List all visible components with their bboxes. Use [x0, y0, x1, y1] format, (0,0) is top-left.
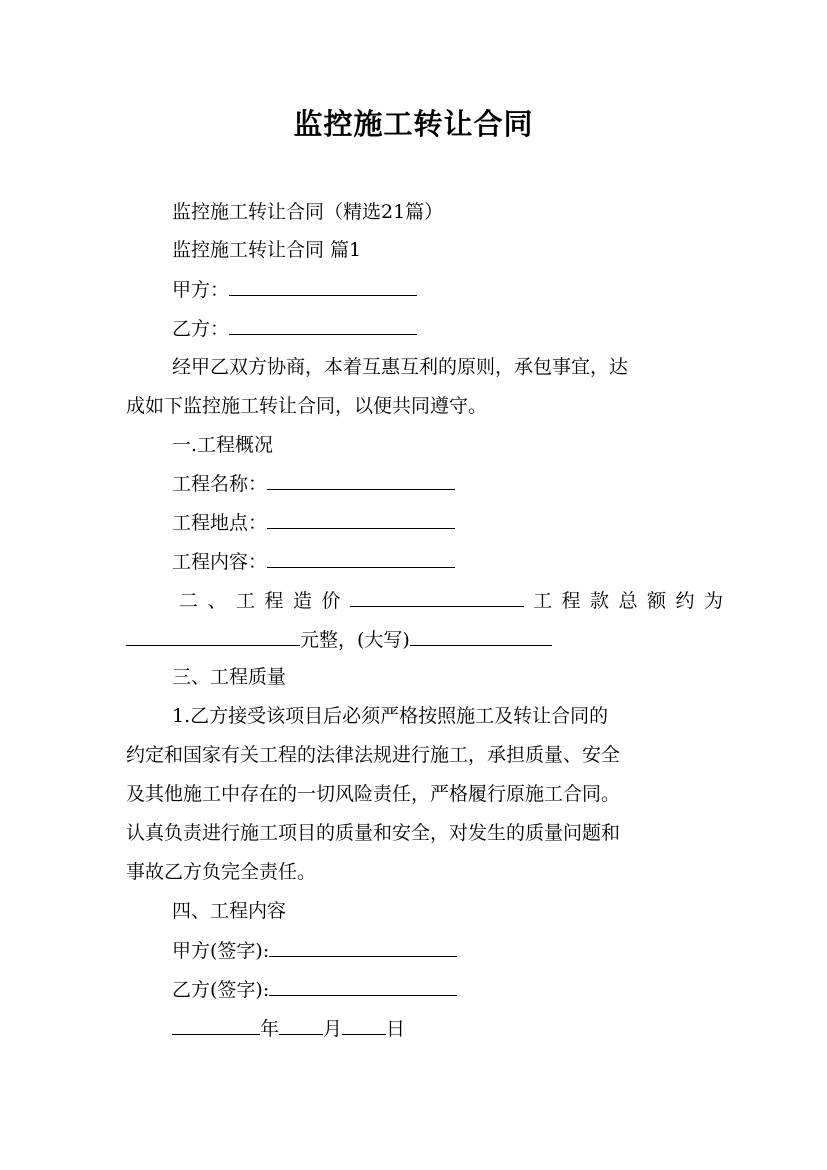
intro-paragraph-line-1: 经甲乙双方协商，本着互惠互利的原则，承包事宜，达	[172, 356, 629, 378]
section-3-paragraph-line-5: 事故乙方负完全责任。	[126, 861, 317, 883]
section-3-paragraph-line-2: 约定和国家有关工程的法律法规进行施工，承担质量、安全	[126, 744, 621, 766]
signature-a-line	[172, 938, 457, 963]
project-name-label: 工程名称：	[172, 473, 268, 495]
amount-uppercase-blank	[410, 627, 552, 646]
section-1-heading: 一.工程概况	[172, 434, 274, 456]
year-label: 年	[260, 1018, 280, 1040]
chapter-heading: 监控施工转让合同 篇1	[172, 239, 362, 261]
signature-b-label: 乙方(签字):	[172, 979, 270, 1001]
signature-b-blank	[269, 977, 457, 996]
section-3-paragraph-line-1: 1.乙方接受该项目后必须严格按照施工及转让合同的	[172, 705, 609, 727]
section-3-paragraph-line-4: 认真负责进行施工项目的质量和安全，对发生的质量问题和	[126, 822, 621, 844]
project-content-line	[172, 549, 455, 574]
party-b-label: 乙方：	[172, 318, 230, 340]
section-4-heading: 四、工程内容	[172, 900, 287, 922]
project-location-line	[172, 510, 455, 535]
section-3-paragraph-line-3: 及其他施工中存在的一切风险责任，严格履行原施工合同。	[126, 783, 621, 805]
section-2-total-label: 工程款总额约为	[533, 590, 733, 612]
party-b-blank	[229, 316, 417, 335]
project-name-blank	[267, 471, 455, 490]
day-blank	[342, 1016, 386, 1035]
subtitle: 监控施工转让合同（精选21篇）	[172, 201, 444, 223]
project-content-blank	[267, 549, 455, 568]
date-line	[172, 1016, 405, 1041]
project-location-blank	[267, 510, 455, 529]
signature-a-blank	[269, 938, 457, 957]
signature-a-label: 甲方(签字):	[172, 940, 270, 962]
party-a-line	[172, 277, 417, 302]
cost-blank	[350, 588, 524, 607]
party-a-blank	[229, 277, 417, 296]
year-blank	[172, 1016, 260, 1035]
section-3-heading: 三、工程质量	[172, 666, 287, 688]
amount-label: 元整，(大写)	[300, 629, 410, 651]
page-title: 监控施工转让合同	[293, 107, 534, 141]
month-label: 月	[323, 1018, 343, 1040]
amount-blank	[126, 627, 300, 646]
day-label: 日	[386, 1018, 406, 1040]
party-a-label: 甲方：	[172, 279, 230, 301]
project-content-label: 工程内容：	[172, 551, 268, 573]
section-2-line-2	[126, 627, 552, 652]
month-blank	[279, 1016, 323, 1035]
project-location-label: 工程地点：	[172, 512, 268, 534]
section-2-heading: 二、工程造价	[179, 590, 351, 612]
intro-paragraph-line-2: 成如下监控施工转让合同，以便共同遵守。	[126, 395, 488, 417]
party-b-line	[172, 316, 417, 341]
section-2-line-1	[179, 588, 733, 613]
project-name-line	[172, 471, 455, 496]
signature-b-line	[172, 977, 457, 1002]
